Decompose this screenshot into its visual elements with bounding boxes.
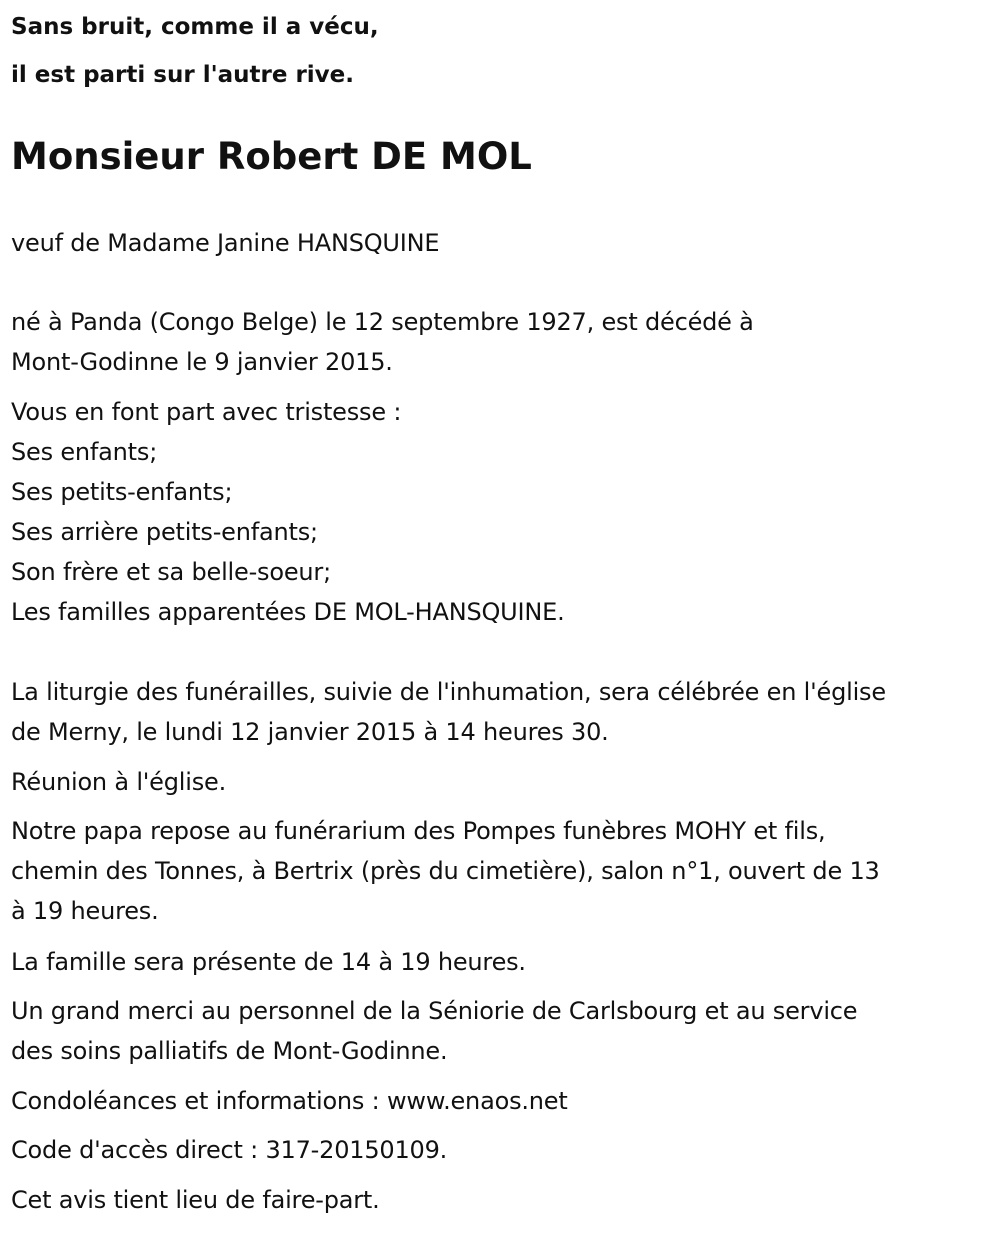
- family-member-item: Ses enfants;: [11, 438, 158, 466]
- epigraph-line-2: il est parti sur l'autre rive.: [11, 62, 355, 88]
- birth-death-paragraph: [11, 302, 996, 382]
- announcement-block: [11, 392, 996, 632]
- family-member-item: Ses petits-enfants;: [11, 478, 233, 506]
- birth-death-line-1: né à Panda (Congo Belge) le 12 septembre 1927, est décédé à: [11, 308, 754, 336]
- liturgy-line-1: La liturgie des funérailles, suivie de l'inhumation, sera célébrée en l'église: [11, 678, 886, 706]
- liturgy-line-2: de Merny, le lundi 12 janvier 2015 à 14 heures 30.: [11, 718, 609, 746]
- liturgy-paragraph: [11, 672, 996, 752]
- thanks-paragraph: [11, 991, 996, 1071]
- access-code-line: Code d'accès direct : 317-20150109.: [11, 1136, 448, 1164]
- funerarium-line-2: chemin des Tonnes, à Bertrix (près du cimetière), salon n°1, ouvert de 13: [11, 857, 880, 885]
- family-member-item: Son frère et sa belle-soeur;: [11, 558, 331, 586]
- birth-death-line-2: Mont-Godinne le 9 janvier 2015.: [11, 348, 393, 376]
- reunion-line: Réunion à l'église.: [11, 768, 227, 796]
- funerarium-line-3: à 19 heures.: [11, 897, 159, 925]
- thanks-line-1: Un grand merci au personnel de la Séniorie de Carlsbourg et au service: [11, 997, 858, 1025]
- epigraph-line-1: Sans bruit, comme il a vécu,: [11, 14, 379, 40]
- faire-part-line: Cet avis tient lieu de faire-part.: [11, 1186, 380, 1214]
- thanks-line-2: des soins palliatifs de Mont-Godinne.: [11, 1037, 448, 1065]
- funerarium-line-1: Notre papa repose au funérarium des Pompes funèbres MOHY et fils,: [11, 817, 826, 845]
- family-member-item: Les familles apparentées DE MOL-HANSQUINE.: [11, 598, 565, 626]
- funerarium-paragraph: [11, 811, 996, 931]
- condolences-line: Condoléances et informations : www.enaos.net: [11, 1087, 568, 1115]
- family-member-item: Ses arrière petits-enfants;: [11, 518, 318, 546]
- deceased-name: Monsieur Robert DE MOL: [11, 135, 532, 178]
- widow-line: veuf de Madame Janine HANSQUINE: [11, 229, 440, 257]
- announcement-intro: Vous en font part avec tristesse :: [11, 398, 402, 426]
- family-presence-line: La famille sera présente de 14 à 19 heures.: [11, 948, 526, 976]
